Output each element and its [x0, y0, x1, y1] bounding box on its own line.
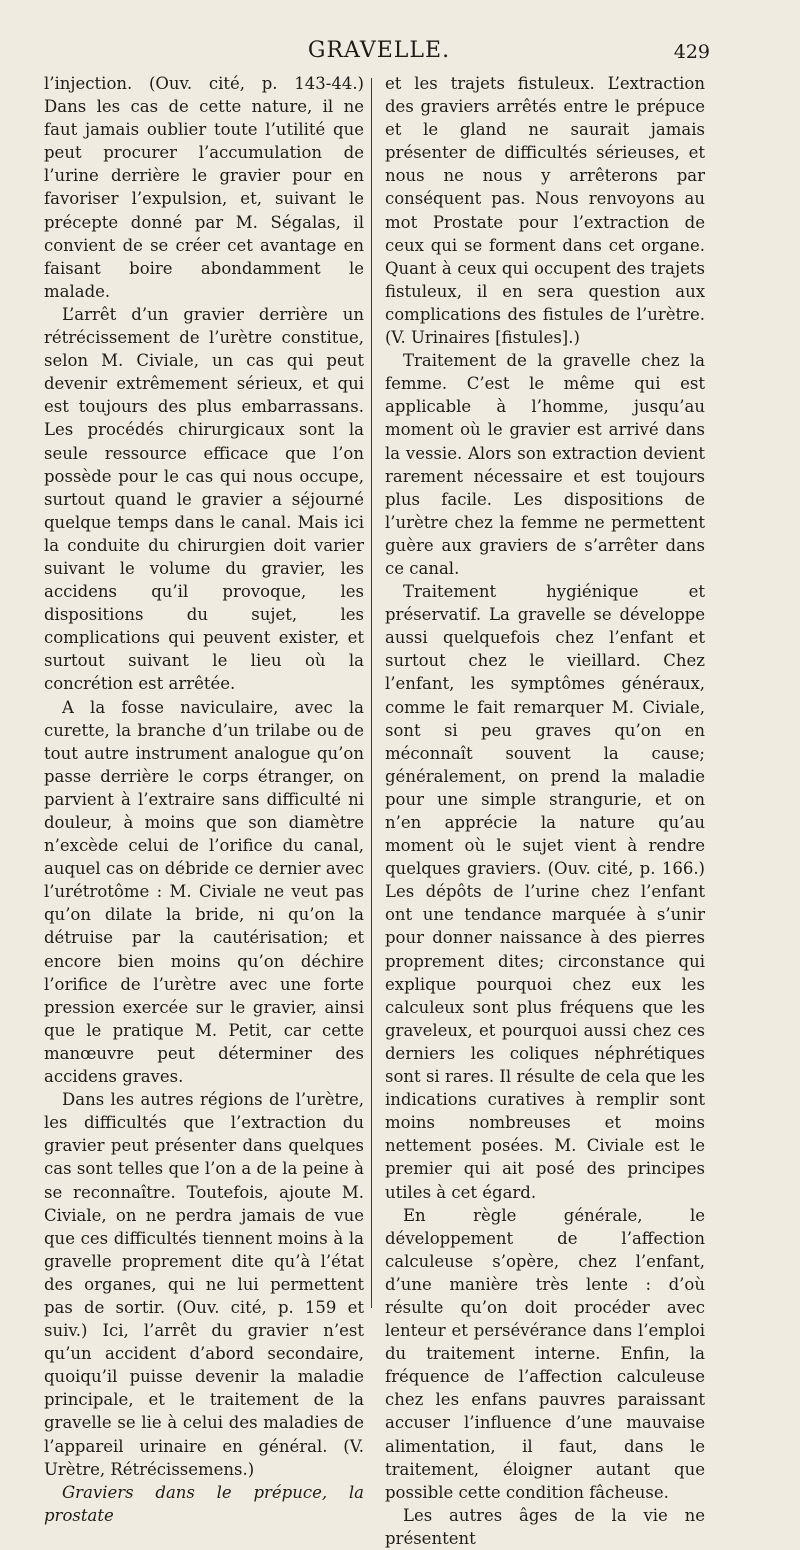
- paragraph: Traitement de la gravelle chez la femme. C’est le même qui est applicable à l’homme, jusqu’au moment où le gravier est arrivé dans la vessie. Alors son extraction devient rarement nécessaire et est toujours plus facile. Les dispositions de l’urètre chez la femme ne permettent guère aux graviers de s’arrêter dans ce canal.: [385, 351, 705, 578]
- paragraph: Dans les autres régions de l’urètre, les difficultés que l’extraction du gravier peut présenter dans quelques cas sont telles que l’on a de la peine à se reconnaître. Toutefois, ajoute M. Civiale, on ne perdra jamais de vue que ces difficultés tiennent moins à la gravelle proprement dite qu’à l’état des organes, qui ne lui permettent pas de sortir. (Ouv. cité, p. 159 et suiv.) Ici, l’arrêt du gravier n’est qu’un accident d’abord secondaire, quoiqu’il puisse devenir la maladie principale, et le traitement de la gravelle se lie à celui des maladies de l’appareil urinaire en général. (V. Urètre, Rétrécissemens.): [44, 1090, 364, 1479]
- left-column: [44, 72, 364, 1527]
- paragraph: l’injection. (Ouv. cité, p. 143-44.) Dans les cas de cette nature, il ne faut jamais oublier toute l’utilité que peut procurer l’accumulation de l’urine derrière le gravier pour en favoriser l’expulsion, et, suivant le précepte donné par M. Ségalas, il convient de se créer cet avantage en faisant boire abondamment le malade.: [44, 74, 364, 301]
- section-heading: Graviers dans le prépuce, la prostate: [44, 1482, 364, 1525]
- paragraph: A la fosse naviculaire, avec la curette, la branche d’un trilabe ou de tout autre instrument analogue qu’on passe derrière le corps étranger, on parvient à l’extraire sans difficulté ni douleur, à moins que son diamètre n’excède celui de l’orifice du canal, auquel cas on débride ce dernier avec l’urétrotôme : M. Civiale ne veut pas qu’on dilate la bride, ni qu’on la détruise par la cautérisation; et encore bien moins qu’on déchire l’orifice de l’urètre avec une forte pression exercée sur le gravier, ainsi que le pratique M. Petit, car cette manœuvre peut déterminer des accidens graves.: [44, 697, 364, 1087]
- paragraph: Traitement hygiénique et préservatif. La gravelle se développe aussi quelquefois chez l’enfant et surtout chez le vieillard. Chez l’enfant, les symptômes généraux, comme le fait remarquer M. Civiale, sont si peu graves qu’on en méconnaît souvent la cause; généralement, on prend la maladie pour une simple strangurie, et on n’en apprécie la nature qu’au moment où le sujet vient à rendre quelques graviers. (Ouv. cité, p. 166.) Les dépôts de l’urine chez l’enfant ont une tendance marquée à s’unir pour donner naissance à des pierres proprement dites; circonstance qui explique pourquoi chez eux les calculeux sont plus fréquens que les graveleux, et pourquoi aussi chez ces derniers les coliques néphrétiques sont si rares. Il résulte de cela que les indications curatives à remplir sont moins nombreuses et moins nettement posées. M. Civiale est le premier qui ait posé des principes utiles à cet égard.: [385, 582, 705, 1202]
- page-number: 429: [673, 41, 710, 63]
- column-divider: [371, 78, 372, 1308]
- running-title: GRAVELLE.: [307, 38, 451, 63]
- paragraph: Les autres âges de la vie ne présentent: [385, 1505, 705, 1548]
- right-column: [385, 72, 705, 1550]
- paragraph: L’arrêt d’un gravier derrière un rétrécissement de l’urètre constitue, selon M. Civiale, un cas qui peut devenir extrêmement sérieux, et qui est toujours des plus embarrassans. Les procédés chirurgicaux sont la seule ressource efficace que l’on possède pour le cas qui nous occupe, surtout quand le gravier a séjourné quelque temps dans le canal. Mais ici la conduite du chirurgien doit varier suivant le volume du gravier, les accidens qu’il provoque, les dispositions du sujet, les complications qui peuvent exister, et surtout suivant le lieu où la concrétion est arrêtée.: [44, 304, 364, 694]
- paragraph: et les trajets fistuleux. L’extraction des graviers arrêtés entre le prépuce et le gland ne saurait jamais présenter de difficultés sérieuses, et nous ne nous y arrêterons par conséquent pas. Nous renvoyons au mot Prostate pour l’extraction de ceux qui se forment dans cet organe. Quant à ceux qui occupent des trajets fistuleux, il en sera question aux complications des fistules de l’urètre. (V. Urinaires [fistules].): [385, 74, 705, 348]
- paragraph: En règle générale, le développement de l’affection calculeuse s’opère, chez l’enfant, d’une manière très lente : d’où résulte qu’on doit procéder avec lenteur et persévérance dans l’emploi du traitement interne. Enfin, la fréquence de l’affection calculeuse chez les enfans pauvres paraissant accuser l’influence d’une mauvaise alimentation, il faut, dans le traitement, éloigner autant que possible cette condition fâcheuse.: [385, 1205, 705, 1502]
